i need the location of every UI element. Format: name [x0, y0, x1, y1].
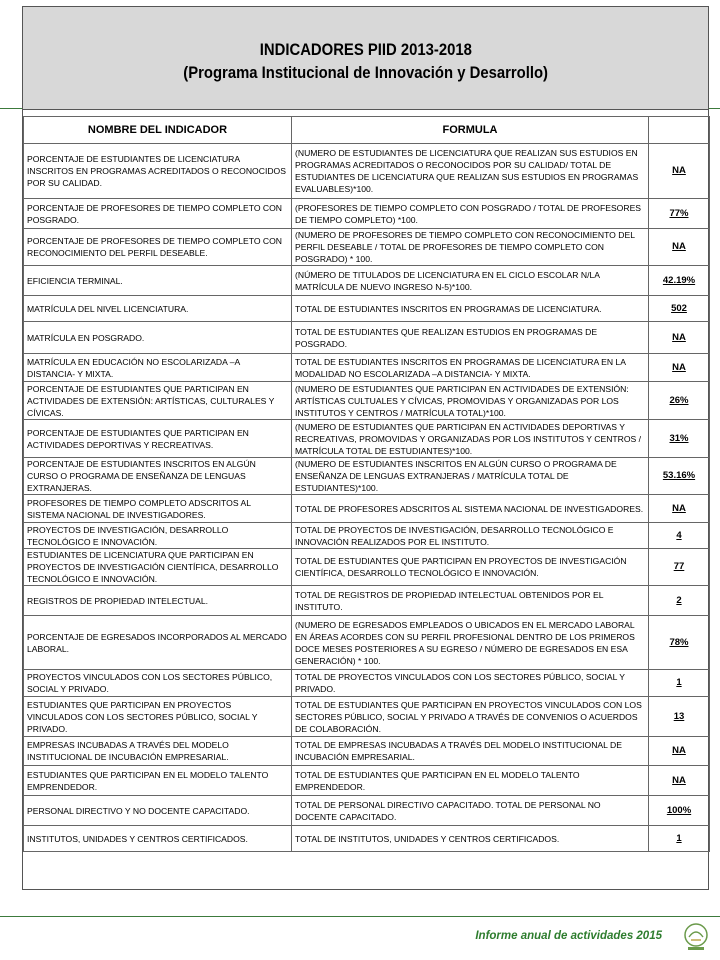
indicator-value-cell: 502 [649, 296, 710, 322]
formula-cell: TOTAL DE PROYECTOS DE INVESTIGACIÓN, DESARROLLO TECNOLÓGICO E INNOVACIÓN REALIZADOS POR EL INSTITUTO. [292, 523, 649, 549]
formula-cell: (NÚMERO DE TITULADOS DE LICENCIATURA EN EL CICLO ESCOLAR N/LA MATRÍCULA DE NUEVO INGRESO N-5)*100. [292, 266, 649, 296]
table-row [24, 670, 710, 697]
indicator-value-cell: 77 [649, 549, 710, 586]
table-row [24, 549, 710, 586]
panel-header [23, 7, 708, 110]
formula-cell: TOTAL DE ESTUDIANTES QUE REALIZAN ESTUDIOS EN PROGRAMAS DE POSGRADO. [292, 322, 649, 354]
page-subtitle: (Programa Institucional de Innovación y Desarrollo) [183, 64, 548, 82]
table-row [24, 229, 710, 266]
indicator-value-cell: 13 [649, 697, 710, 737]
indicator-value-cell: NA [649, 737, 710, 766]
indicator-name-cell: PORCENTAJE DE PROFESORES DE TIEMPO COMPLETO CON RECONOCIMIENTO DEL PERFIL DESEABLE. [24, 229, 292, 266]
institution-seal-icon [681, 922, 711, 952]
indicator-name-cell: ESTUDIANTES QUE PARTICIPAN EN PROYECTOS VINCULADOS CON LOS SECTORES PÚBLICO, SOCIAL Y PRIVADO. [24, 697, 292, 737]
indicator-name-cell: PORCENTAJE DE EGRESADOS INCORPORADOS AL MERCADO LABORAL. [24, 616, 292, 670]
indicator-value-cell: NA [649, 229, 710, 266]
indicator-value-cell: 31% [649, 420, 710, 458]
indicator-name-cell: MATRÍCULA EN EDUCACIÓN NO ESCOLARIZADA –A DISTANCIA- Y MIXTA. [24, 354, 292, 382]
formula-cell: TOTAL DE ESTUDIANTES INSCRITOS EN PROGRAMAS DE LICENCIATURA EN LA MODALIDAD NO ESCOLARIZADA –A DISTANCIA- Y MIXTA. [292, 354, 649, 382]
table-row [24, 382, 710, 420]
indicator-name-cell: PROFESORES DE TIEMPO COMPLETO ADSCRITOS AL SISTEMA NACIONAL DE INVESTIGADORES. [24, 495, 292, 523]
formula-cell: (NUMERO DE ESTUDIANTES QUE PARTICIPAN EN ACTIVIDADES DE EXTENSIÓN: ARTÍSTICAS CULTUALES Y CÍVICAS, PROMOVIDAS Y ORGANIZADAS POR LOS INSTITUTOS Y CENTROS / MATRÍCULA TOTAL)*100. [292, 382, 649, 420]
formula-cell: (NUMERO DE ESTUDIANTES QUE PARTICIPAN EN ACTIVIDADES DEPORTIVAS Y RECREATIVAS, PROMOVIDAS Y ORGANIZADAS POR LOS INSTITUTOS Y CENTROS / MATRÍCULA TOTAL DE ESTUDIANTES)*100. [292, 420, 649, 458]
formula-cell: (NUMERO DE PROFESORES DE TIEMPO COMPLETO CON RECONOCIMIENTO DEL PERFIL DESEABLE / TOTAL DE PROFESORES DE TIEMPO COMPLETO CON POSGRADO) * 100. [292, 229, 649, 266]
table-row [24, 616, 710, 670]
indicator-name-cell: EMPRESAS INCUBADAS A TRAVÉS DEL MODELO INSTITUCIONAL DE INCUBACIÓN EMPRESARIAL. [24, 737, 292, 766]
indicator-value-cell: 1 [649, 670, 710, 697]
indicator-name-cell: PROYECTOS VINCULADOS CON LOS SECTORES PÚBLICO, SOCIAL Y PRIVADO. [24, 670, 292, 697]
formula-cell: TOTAL DE PROFESORES ADSCRITOS AL SISTEMA NACIONAL DE INVESTIGADORES. [292, 495, 649, 523]
formula-cell: TOTAL DE PERSONAL DIRECTIVO CAPACITADO. TOTAL DE PERSONAL NO DOCENTE CAPACITADO. [292, 796, 649, 826]
indicator-name-cell: PROYECTOS DE INVESTIGACIÓN, DESARROLLO TECNOLÓGICO E INNOVACIÓN. [24, 523, 292, 549]
indicator-name-cell: REGISTROS DE PROPIEDAD INTELECTUAL. [24, 586, 292, 616]
formula-cell: (PROFESORES DE TIEMPO COMPLETO CON POSGRADO / TOTAL DE PROFESORES DE TIEMPO COMPLETO) *100. [292, 199, 649, 229]
table-row [24, 586, 710, 616]
indicator-name-cell: INSTITUTOS, UNIDADES Y CENTROS CERTIFICADOS. [24, 826, 292, 852]
table-row [24, 826, 710, 852]
indicator-name-cell: PORCENTAJE DE ESTUDIANTES DE LICENCIATURA INSCRITOS EN PROGRAMAS ACREDITADOS O RECONOCIDOS POR SU CALIDAD. [24, 144, 292, 199]
indicator-name-cell: PORCENTAJE DE ESTUDIANTES QUE PARTICIPAN EN ACTIVIDADES DE EXTENSIÓN: ARTÍSTICAS, CULTURALES Y CÍVICAS. [24, 382, 292, 420]
table-row [24, 322, 710, 354]
indicator-value-cell: NA [649, 322, 710, 354]
column-header-name: NOMBRE DEL INDICADOR [24, 117, 292, 144]
table-row [24, 697, 710, 737]
indicator-value-cell: 26% [649, 382, 710, 420]
table-row [24, 796, 710, 826]
indicator-value-cell: 2 [649, 586, 710, 616]
table-row [24, 199, 710, 229]
indicator-value-cell: 77% [649, 199, 710, 229]
indicator-name-cell: ESTUDIANTES DE LICENCIATURA QUE PARTICIPAN EN PROYECTOS DE INVESTIGACIÓN CIENTÍFICA, DESARROLLO TECNOLÓGICO E INNOVACIÓN. [24, 549, 292, 586]
formula-cell: TOTAL DE INSTITUTOS, UNIDADES Y CENTROS CERTIFICADOS. [292, 826, 649, 852]
table-row [24, 420, 710, 458]
indicator-name-cell: PORCENTAJE DE PROFESORES DE TIEMPO COMPLETO CON POSGRADO. [24, 199, 292, 229]
indicator-value-cell: 53.16% [649, 458, 710, 495]
formula-cell: (NUMERO DE ESTUDIANTES INSCRITOS EN ALGÚN CURSO O PROGRAMA DE ENSEÑANZA DE LENGUAS EXTRANJERAS / MATRÍCULA TOTAL DE ESTUDIANTES)*100. [292, 458, 649, 495]
formula-cell: (NUMERO DE ESTUDIANTES DE LICENCIATURA QUE REALIZAN SUS ESTUDIOS EN PROGRAMAS ACREDITADOS O RECONOCIDOS POR SU CALIDAD/ TOTAL DE ESTUDIANTES DE LICENCIATURA QUE REALIZAN SUS ESTUDIOS EN PROGRAMAS EVALUABLES)*100. [292, 144, 649, 199]
table-row [24, 737, 710, 766]
indicator-value-cell: NA [649, 495, 710, 523]
column-header-formula: FORMULA [292, 117, 649, 144]
indicator-value-cell: NA [649, 354, 710, 382]
formula-cell: TOTAL DE EMPRESAS INCUBADAS A TRAVÉS DEL MODELO INSTITUCIONAL DE INCUBACIÓN EMPRESARIAL. [292, 737, 649, 766]
indicator-name-cell: MATRÍCULA EN POSGRADO. [24, 322, 292, 354]
formula-cell: TOTAL DE ESTUDIANTES QUE PARTICIPAN EN PROYECTOS DE INVESTIGACIÓN CIENTÍFICA, DESARROLLO TECNOLÓGICO E INNOVACIÓN. [292, 549, 649, 586]
formula-cell: TOTAL DE PROYECTOS VINCULADOS CON LOS SECTORES PÚBLICO, SOCIAL Y PRIVADO. [292, 670, 649, 697]
table-row [24, 144, 710, 199]
table-row [24, 296, 710, 322]
page-title: INDICADORES PIID 2013-2018 [259, 41, 472, 59]
bottom-divider [0, 916, 720, 917]
table-row [24, 766, 710, 796]
formula-cell: TOTAL DE REGISTROS DE PROPIEDAD INTELECTUAL OBTENIDOS POR EL INSTITUTO. [292, 586, 649, 616]
table-header-row [24, 117, 710, 144]
table-row [24, 266, 710, 296]
indicator-value-cell: NA [649, 766, 710, 796]
formula-cell: TOTAL DE ESTUDIANTES QUE PARTICIPAN EN EL MODELO TALENTO EMPRENDEDOR. [292, 766, 649, 796]
table-row [24, 495, 710, 523]
formula-cell: TOTAL DE ESTUDIANTES INSCRITOS EN PROGRAMAS DE LICENCIATURA. [292, 296, 649, 322]
indicator-value-cell: 1 [649, 826, 710, 852]
indicator-name-cell: ESTUDIANTES QUE PARTICIPAN EN EL MODELO TALENTO EMPRENDEDOR. [24, 766, 292, 796]
indicator-name-cell: PERSONAL DIRECTIVO Y NO DOCENTE CAPACITADO. [24, 796, 292, 826]
table-row [24, 523, 710, 549]
indicator-name-cell: PORCENTAJE DE ESTUDIANTES QUE PARTICIPAN EN ACTIVIDADES DEPORTIVAS Y RECREATIVAS. [24, 420, 292, 458]
formula-cell: TOTAL DE ESTUDIANTES QUE PARTICIPAN EN PROYECTOS VINCULADOS CON LOS SECTORES PÚBLICO, SOCIAL Y PRIVADO A TRAVÉS DE CONVENIOS O ACUERDOS DE COLABORACIÓN. [292, 697, 649, 737]
footer-text: Informe anual de actividades 2015 [475, 930, 662, 942]
indicator-value-cell: 100% [649, 796, 710, 826]
indicator-value-cell: 78% [649, 616, 710, 670]
indicator-value-cell: NA [649, 144, 710, 199]
table-row [24, 458, 710, 495]
indicators-table [23, 116, 710, 852]
indicator-name-cell: EFICIENCIA TERMINAL. [24, 266, 292, 296]
column-header-value [649, 117, 710, 144]
indicator-value-cell: 4 [649, 523, 710, 549]
table-row [24, 354, 710, 382]
indicators-panel [22, 6, 709, 890]
indicator-name-cell: MATRÍCULA DEL NIVEL LICENCIATURA. [24, 296, 292, 322]
formula-cell: (NUMERO DE EGRESADOS EMPLEADOS O UBICADOS EN EL MERCADO LABORAL EN ÁREAS ACORDES CON SU PERFIL PROFESIONAL DENTRO DE LOS PRIMEROS DOCE MESES POSTERIORES A SU EGRESO / NÚMERO DE EGRESADOS EN ESA GENERACIÓN) * 100. [292, 616, 649, 670]
indicator-name-cell: PORCENTAJE DE ESTUDIANTES INSCRITOS EN ALGÚN CURSO O PROGRAMA DE ENSEÑANZA DE LENGUAS EXTRANJERAS. [24, 458, 292, 495]
indicator-value-cell: 42.19% [649, 266, 710, 296]
